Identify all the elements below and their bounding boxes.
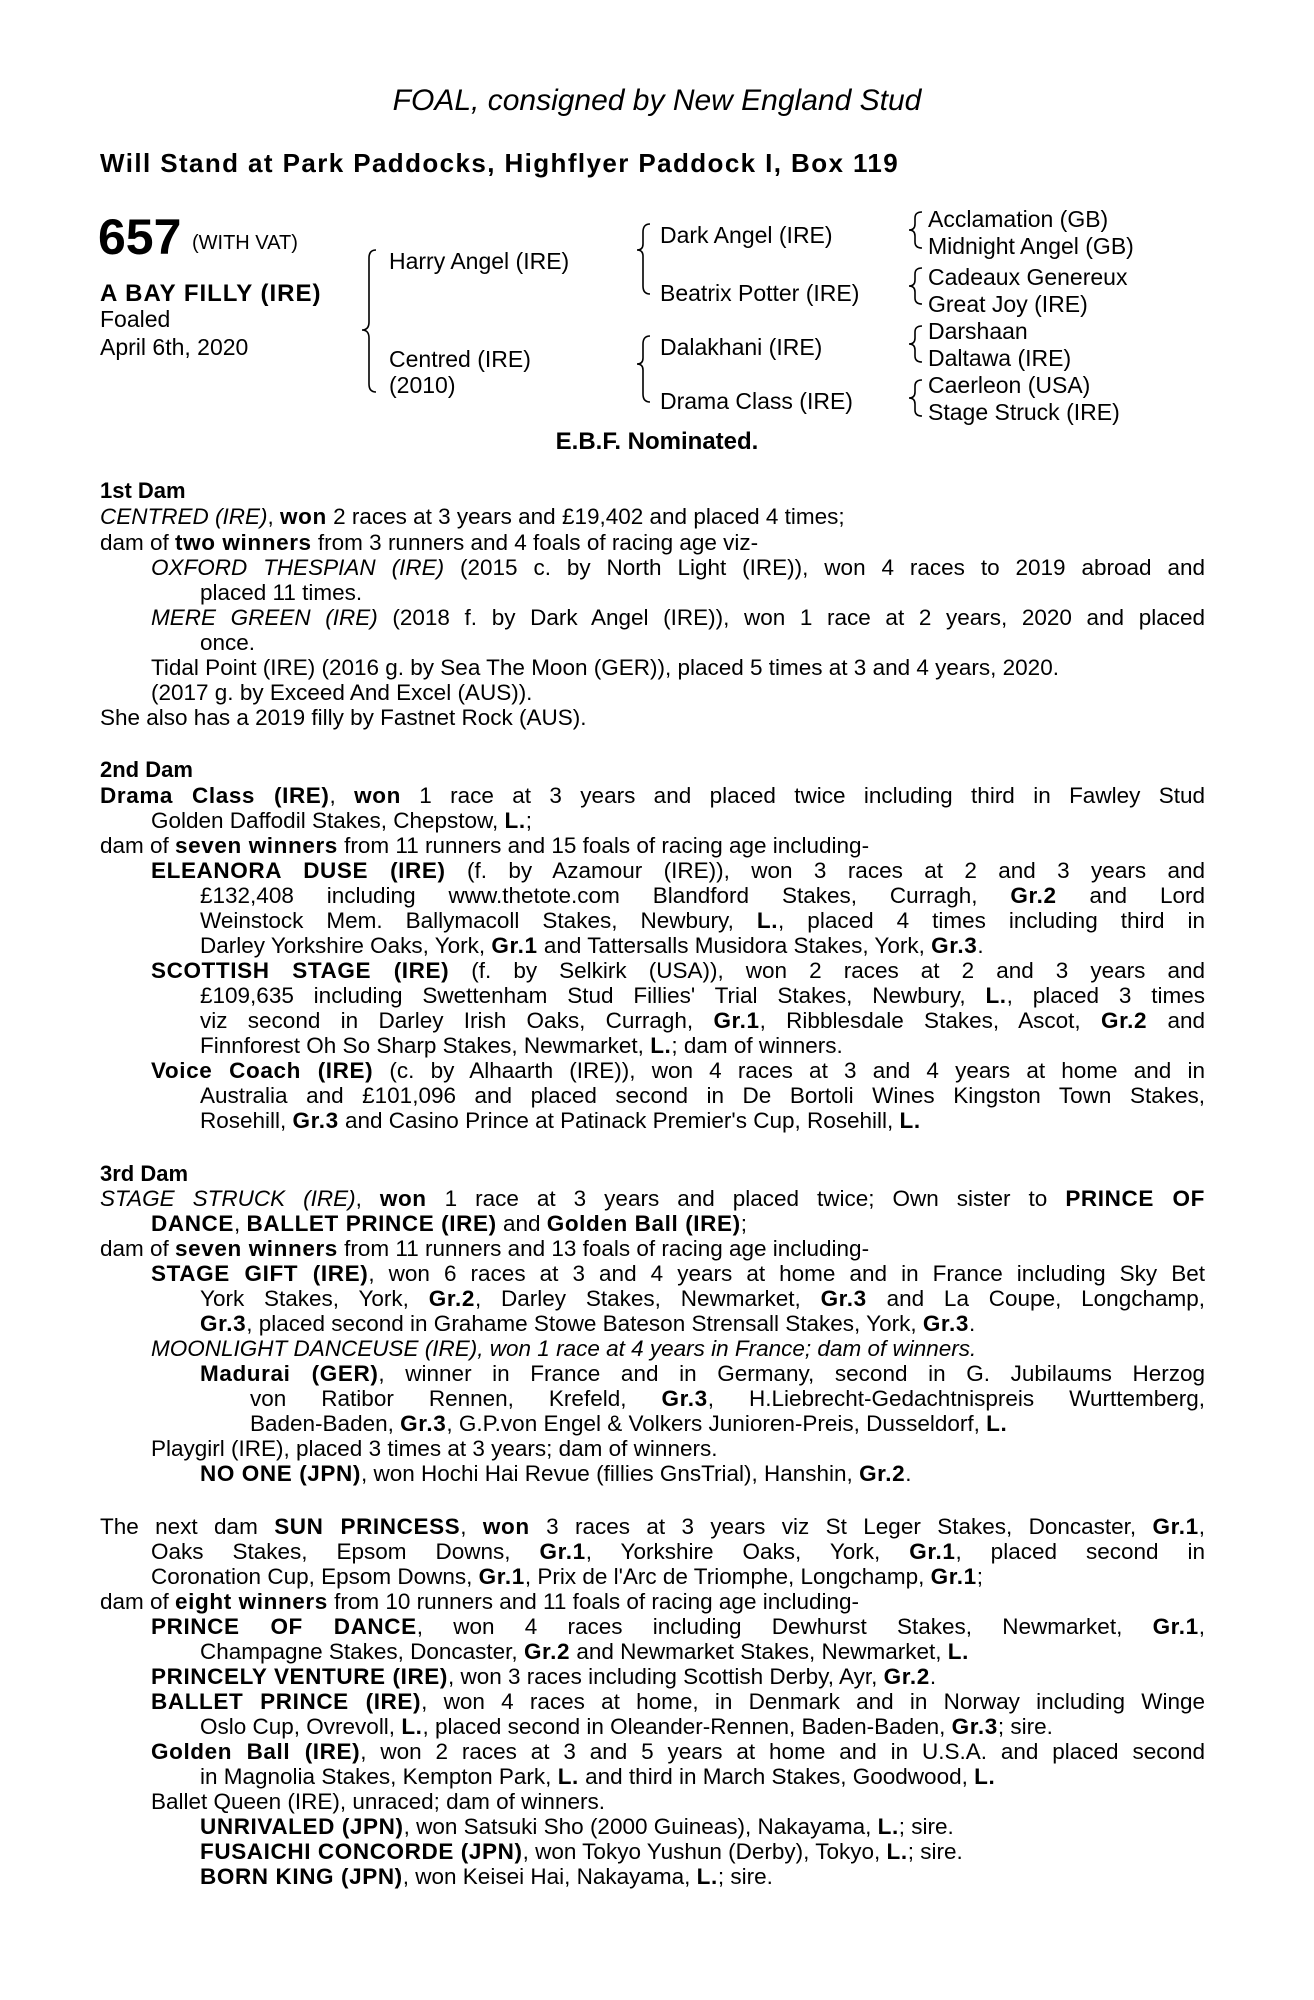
next-dam-line: PRINCELY VENTURE (IRE), won 3 races including Scottish Derby, Ayr, Gr.2. [151,1664,937,1689]
vat-note: (WITH VAT) [192,232,298,254]
bracket-gen3-2 [909,268,922,304]
next-dam-line: dam of eight winners from 10 runners and 11 foals of racing age including- [100,1589,860,1614]
third-dam-line: STAGE STRUCK (IRE), won 1 race at 3 years and placed twice; Own sister to PRINCE OF [100,1186,1205,1211]
third-dam-line: York Stakes, York, Gr.2, Darley Stakes, Newmarket, Gr.3 and La Coupe, Longchamp, [200,1286,1205,1311]
pedigree-sire: Harry Angel (IRE) [389,248,570,274]
pedigree-dam: Centred (IRE) [389,346,531,372]
pedigree-gen3-3: Cadeaux Genereux [928,264,1128,290]
next-dam-line: in Magnolia Stakes, Kempton Park, L. and third in March Stakes, Goodwood, L. [200,1764,996,1789]
pedigree-dam-dam: Drama Class (IRE) [660,388,853,414]
first-dam-line: She also has a 2019 filly by Fastnet Rock (AUS). [100,705,587,730]
second-dam-line: dam of seven winners from 11 runners and 15 foals of racing age including- [100,833,870,858]
next-dam-line: BALLET PRINCE (IRE), won 4 races at home, in Denmark and in Norway including Winge [151,1689,1205,1714]
stand-location: Will Stand at Park Paddocks, Highflyer Paddock I, Box 119 [100,148,900,178]
pedigree-dam-sire: Dalakhani (IRE) [660,334,823,360]
pedigree-brackets [0,0,1314,460]
third-dam-line: Playgirl (IRE), placed 3 times at 3 years; dam of winners. [151,1436,718,1461]
next-dam-line: PRINCE OF DANCE, won 4 races including Dewhurst Stakes, Newmarket, Gr.1, [151,1614,1206,1639]
third-dam-line: Baden-Baden, Gr.3, G.P.von Engel & Volkers Junioren-Preis, Dusseldorf, L. [250,1411,1008,1436]
third-dam-line: Madurai (GER), winner in France and in Germany, second in G. Jubilaums Herzog [200,1361,1205,1386]
second-dam-line: SCOTTISH STAGE (IRE) (f. by Selkirk (USA)), won 2 races at 2 and 3 years and [151,958,1205,983]
next-dam-line: Coronation Cup, Epsom Downs, Gr.1, Prix de l'Arc de Triomphe, Longchamp, Gr.1; [151,1564,984,1589]
pedigree-sire-dam: Beatrix Potter (IRE) [660,280,860,306]
third-dam-line: STAGE GIFT (IRE), won 6 races at 3 and 4 years at home and in France including Sky Bet [151,1261,1205,1286]
pedigree-gen3-4: Great Joy (IRE) [928,291,1088,317]
second-dam-line: Golden Daffodil Stakes, Chepstow, L.; [151,808,533,833]
third-dam-line: Gr.3, placed second in Grahame Stowe Bateson Strensall Stakes, York, Gr.3. [200,1311,976,1336]
bracket-gen3-1 [909,212,922,248]
next-dam-line: Oaks Stakes, Epsom Downs, Gr.1, Yorkshire Oaks, York, Gr.1, placed second in [151,1539,1206,1564]
pedigree-sire-sire: Dark Angel (IRE) [660,222,833,248]
second-dam-line: £109,635 including Swettenham Stud Fillies' Trial Stakes, Newbury, L., placed 3 times [200,983,1206,1008]
next-dam-line: The next dam SUN PRINCESS, won 3 races at 3 years viz St Leger Stakes, Doncaster, Gr.1, [100,1514,1205,1539]
lot-number: 657 [98,209,182,265]
pedigree-dam-year: (2010) [389,372,456,398]
second-dam-heading: 2nd Dam [100,757,193,782]
foaled-date: April 6th, 2020 [100,334,249,360]
first-dam-line: placed 11 times. [200,580,363,605]
consignor-line: FOAL, consigned by New England Stud [392,84,922,117]
second-dam-line: Drama Class (IRE), won 1 race at 3 years and placed twice including third in Fawley Stud [100,783,1205,808]
bracket-gen3-3 [909,326,922,362]
next-dam-line: Ballet Queen (IRE), unraced; dam of winners. [151,1789,605,1814]
next-dam-line: Oslo Cup, Ovrevoll, L., placed second in Oleander-Rennen, Baden-Baden, Gr.3; sire. [200,1714,1053,1739]
first-dam-line: Tidal Point (IRE) (2016 g. by Sea The Moon (GER)), placed 5 times at 3 and 4 years, 2020. [151,655,1059,680]
next-dam-line: Golden Ball (IRE), won 2 races at 3 and 5 years at home and in U.S.A. and placed second [151,1739,1205,1764]
pedigree-gen3-2: Midnight Angel (GB) [928,233,1134,259]
pedigree-gen3-5: Darshaan [928,318,1028,344]
second-dam-line: Finnforest Oh So Sharp Stakes, Newmarket, L.; dam of winners. [200,1033,843,1058]
third-dam-line: DANCE, BALLET PRINCE (IRE) and Golden Ball (IRE); [151,1211,747,1236]
ebf-nominated: E.B.F. Nominated. [555,428,759,455]
third-dam-line: dam of seven winners from 11 runners and 13 foals of racing age including- [100,1236,870,1261]
bracket-gen2-top [637,224,650,294]
next-dam-line: BORN KING (JPN), won Keisei Hai, Nakayama, L.; sire. [200,1864,773,1889]
lot-title: A BAY FILLY (IRE) [100,280,322,307]
next-dam-line: FUSAICHI CONCORDE (JPN), won Tokyo Yushun (Derby), Tokyo, L.; sire. [200,1839,963,1864]
second-dam-line: Rosehill, Gr.3 and Casino Prince at Patinack Premier's Cup, Rosehill, L. [200,1108,921,1133]
pedigree-gen3-6: Daltawa (IRE) [928,345,1072,371]
first-dam-line: (2017 g. by Exceed And Excel (AUS)). [151,680,533,705]
third-dam-line: von Ratibor Rennen, Krefeld, Gr.3, H.Liebrecht-Gedachtnispreis Wurttemberg, [250,1386,1205,1411]
first-dam-line: MERE GREEN (IRE) (2018 f. by Dark Angel (IRE)), won 1 race at 2 years, 2020 and placed [151,605,1205,630]
third-dam-heading: 3rd Dam [100,1161,189,1186]
third-dam-line: NO ONE (JPN), won Hochi Hai Revue (fillies GnsTrial), Hanshin, Gr.2. [200,1461,912,1486]
pedigree-gen3-1: Acclamation (GB) [928,206,1109,232]
foaled-label: Foaled [100,306,171,332]
second-dam-line: ELEANORA DUSE (IRE) (f. by Azamour (IRE)), won 3 races at 2 and 3 years and [151,858,1205,883]
next-dam-line: UNRIVALED (JPN), won Satsuki Sho (2000 Guineas), Nakayama, L.; sire. [200,1814,954,1839]
pedigree-gen3-7: Caerleon (USA) [928,372,1091,398]
second-dam-line: Voice Coach (IRE) (c. by Alhaarth (IRE)), won 4 races at 3 and 4 years at home and in [151,1058,1205,1083]
second-dam-line: Weinstock Mem. Ballymacoll Stakes, Newbury, L., placed 4 times including third in [200,908,1205,933]
bracket-gen1 [362,250,376,392]
first-dam-line: CENTRED (IRE), won 2 races at 3 years and £19,402 and placed 4 times; [100,504,845,529]
next-dam-line: Champagne Stakes, Doncaster, Gr.2 and Newmarket Stakes, Newmarket, L. [200,1639,969,1664]
second-dam-line: £132,408 including www.thetote.com Blandford Stakes, Curragh, Gr.2 and Lord [200,883,1205,908]
pedigree-gen3-8: Stage Struck (IRE) [928,399,1120,425]
second-dam-line: Australia and £101,096 and placed second in De Bortoli Wines Kingston Town Stakes, [200,1083,1205,1108]
second-dam-line: viz second in Darley Irish Oaks, Curragh, Gr.1, Ribblesdale Stakes, Ascot, Gr.2 and [200,1008,1205,1033]
first-dam-line: once. [200,630,256,655]
third-dam-line: MOONLIGHT DANCEUSE (IRE), won 1 race at 4 years in France; dam of winners. [151,1336,977,1361]
first-dam-line: OXFORD THESPIAN (IRE) (2015 c. by North Light (IRE)), won 4 races to 2019 abroad and [151,555,1205,580]
first-dam-heading: 1st Dam [100,478,186,503]
second-dam-line: Darley Yorkshire Oaks, York, Gr.1 and Tattersalls Musidora Stakes, York, Gr.3. [200,933,984,958]
bracket-gen3-4 [909,380,922,416]
first-dam-line: dam of two winners from 3 runners and 4 foals of racing age viz- [100,530,759,555]
bracket-gen2-bottom [637,336,650,402]
